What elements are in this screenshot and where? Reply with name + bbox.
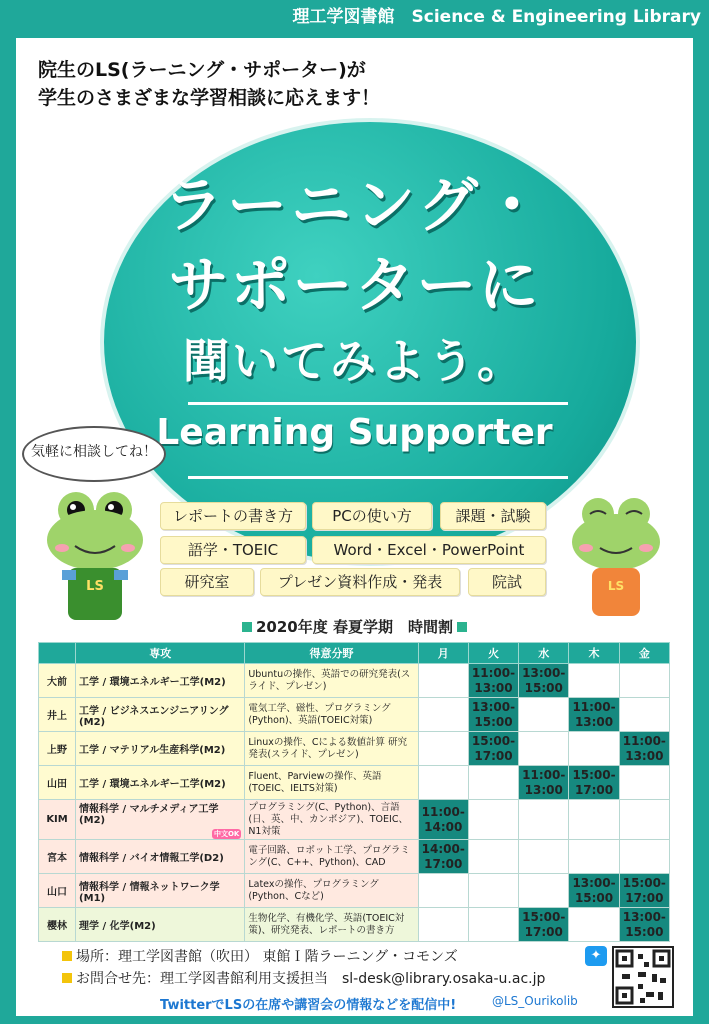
slot-thu [569,840,619,874]
major-text: 工学 / ビジネスエンジニアリング(M2) [79,705,229,728]
slot-mon [418,766,468,800]
twitter-bird-icon[interactable]: ✦ [585,946,607,966]
slot-thu [569,800,619,840]
table-row [39,840,670,874]
major-text: 情報科学 / マルチメディア工学(M2) [79,804,219,826]
tagline [38,56,380,112]
supporter-field: プログラミング(C、Python)、言語(日、英、中、カンボジア)、TOEIC、N1対策 [245,800,418,840]
supporter-name: 山田 [39,766,76,800]
english-subtitle: Learning Supporter [156,412,553,453]
supporter-major [76,874,245,908]
supporter-name: 上野 [39,732,76,766]
slot-fri [619,840,669,874]
supporter-field: 電子回路、ロボット工学、プログラミング(C、C++、Python)、CAD [245,840,418,874]
square-bullet-icon [242,622,252,632]
title-rule-bottom [188,476,568,479]
supporter-major [76,664,245,698]
slot-fri: 11:00-13:00 [619,732,669,766]
slot-tue [468,800,518,840]
slot-tue: 15:00-17:00 [468,732,518,766]
supporter-name: 山口 [39,874,76,908]
footer-place [62,946,458,966]
supporter-major [76,732,245,766]
table-row [39,874,670,908]
header-wed: 水 [519,643,569,664]
title-line-3: 聞いてみよう。 [183,334,526,388]
topic-chip: 語学・TOEIC [160,536,306,564]
slot-mon [418,874,468,908]
title-line-1: ラーニング・ [163,171,546,241]
slot-tue: 13:00-15:00 [468,698,518,732]
table-row [39,732,670,766]
slot-thu: 11:00-13:00 [569,698,619,732]
slot-mon [418,698,468,732]
supporter-field: Ubuntuの操作、英語での研究発表(スライド、プレゼン) [245,664,418,698]
major-text: 情報科学 / バイオ情報工学(D2) [79,853,224,864]
slot-tue: 11:00-13:00 [468,664,518,698]
table-row [39,664,670,698]
header-field: 得意分野 [245,643,418,664]
slot-mon [418,908,468,942]
header-mon: 月 [418,643,468,664]
slot-wed: 15:00-17:00 [519,908,569,942]
major-text: 工学 / 環境エネルギー工学(M2) [79,677,226,688]
slot-mon [418,664,468,698]
twitter-notice[interactable]: TwitterでLSの在席や講習会の情報などを配信中! [160,998,457,1013]
slot-fri [619,698,669,732]
yellow-square-icon [62,973,72,983]
twitter-handle[interactable]: @LS_Ourikolib [492,994,578,1008]
qr-code-icon [612,946,674,1008]
major-text: 情報科学 / 情報ネットワーク学(M1) [79,881,220,904]
slot-mon [418,732,468,766]
slot-fri [619,800,669,840]
yellow-square-icon [62,951,72,961]
supporter-name: KIM [39,800,76,840]
supporter-name: 櫻林 [39,908,76,942]
table-row [39,698,670,732]
tagline-line-1: 院生のLS(ラーニング・サポーター)が [38,59,366,81]
slot-thu [569,732,619,766]
supporter-major [76,800,245,840]
topic-chip: 研究室 [160,568,254,596]
table-row [39,800,670,840]
frog-mascot-left [40,488,150,628]
supporter-major [76,698,245,732]
footer-place-text: 場所：理工学図書館（吹田） 東館Ｉ階ラーニング・コモンズ [76,949,458,965]
schedule-title-text: 2020年度 春夏学期 時間割 [256,618,453,636]
supporter-field: Linuxの操作、Cによる数値計算 研究発表(スライド、プレゼン) [245,732,418,766]
slot-wed: 11:00-13:00 [519,766,569,800]
topic-chip: 課題・試験 [440,502,546,530]
supporter-field: Fluent、Parviewの操作、英語(TOEIC、IELTS対策) [245,766,418,800]
table-header-row [39,643,670,664]
schedule-table [38,642,670,942]
slot-wed [519,800,569,840]
table-row [39,908,670,942]
slot-fri [619,766,669,800]
slot-mon: 11:00-14:00 [418,800,468,840]
topic-chip: Word・Excel・PowerPoint [312,536,546,564]
library-header: 理工学図書館 Science & Engineering Library [292,7,701,27]
header-fri: 金 [619,643,669,664]
supporter-field: 生物化学、有機化学、英語(TOEIC対策)、研究発表、レポートの書き方 [245,908,418,942]
slot-thu: 15:00-17:00 [569,766,619,800]
supporter-name: 大前 [39,664,76,698]
schedule-title [0,616,709,637]
supporter-major [76,908,245,942]
major-text: 理学 / 化学(M2) [79,921,156,932]
major-text: 工学 / 環境エネルギー工学(M2) [79,779,226,790]
header-major: 専攻 [76,643,245,664]
table-row [39,766,670,800]
slot-wed: 13:00-15:00 [519,664,569,698]
slot-tue [468,840,518,874]
header-blank [39,643,76,664]
header-thu: 木 [569,643,619,664]
slot-thu: 13:00-15:00 [569,874,619,908]
supporter-field: 電気工学、磁性、プログラミング(Python)、英語(TOEIC対策) [245,698,418,732]
footer-contact-text: お問合せ先：理工学図書館利用支援担当 sl-desk@library.osaka-u.ac.jp [76,971,546,987]
title-rule-top [188,402,568,405]
speech-bubble: 気軽に相談してね！ [22,426,166,482]
tagline-line-2: 学生のさまざまな学習相談に応えます！ [38,87,381,109]
slot-tue [468,908,518,942]
slot-fri: 13:00-15:00 [619,908,669,942]
slot-tue [468,766,518,800]
topic-chip: プレゼン資料作成・発表 [260,568,460,596]
square-bullet-icon [457,622,467,632]
supporter-major [76,840,245,874]
slot-fri [619,664,669,698]
topic-chip: PCの使い方 [312,502,432,530]
slot-wed [519,874,569,908]
footer-contact [62,968,545,988]
supporter-major [76,766,245,800]
slot-tue [468,874,518,908]
header-tue: 火 [468,643,518,664]
title-line-2: サポーターに [168,251,541,321]
slot-wed [519,698,569,732]
supporter-name: 井上 [39,698,76,732]
topic-chip: レポートの書き方 [160,502,306,530]
slot-thu [569,908,619,942]
supporter-name: 宮本 [39,840,76,874]
slot-wed [519,840,569,874]
supporter-field: Latexの操作、プログラミング(Python、Cなど) [245,874,418,908]
frog-badge-right: LS [607,579,625,593]
language-badge: 中文OK [213,830,240,838]
slot-thu [569,664,619,698]
topic-chip: 院試 [468,568,546,596]
frog-badge-left: LS [86,579,104,594]
major-text: 工学 / マテリアル生産科学(M2) [79,745,226,756]
frog-mascot-right [566,492,666,622]
slot-wed [519,732,569,766]
slot-fri: 15:00-17:00 [619,874,669,908]
slot-mon: 14:00-17:00 [418,840,468,874]
